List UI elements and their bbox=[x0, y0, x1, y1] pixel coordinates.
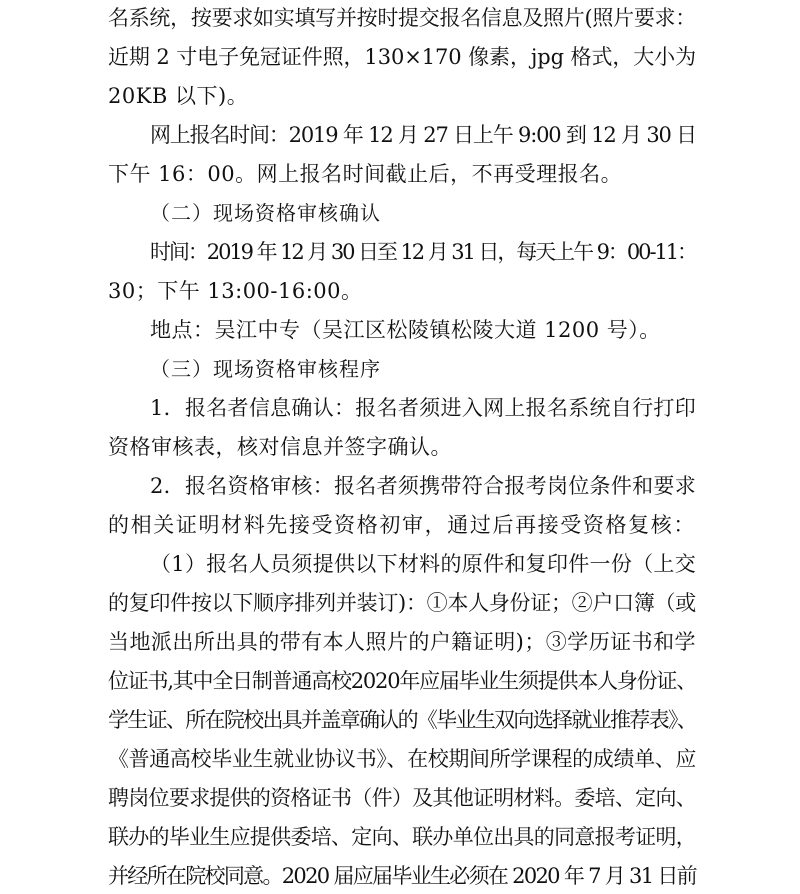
text-line bbox=[0, 0, 800, 36]
text-line-content: 2．报名资格审核：报名者须携带符合报考岗位条件和要求 bbox=[150, 474, 697, 498]
text-line-content: 资格审核表，核对信息并签字确认。 bbox=[108, 435, 452, 459]
text-line bbox=[0, 780, 800, 816]
text-line-content: 近期 2 寸电子免冠证件照，130×170 像素，jpg 格式，大小为 bbox=[108, 45, 696, 69]
text-line bbox=[0, 819, 800, 855]
text-line-content: 下午 16：00。网上报名时间截止后，不再受理报名。 bbox=[108, 162, 623, 186]
section-heading bbox=[0, 195, 800, 231]
text-line-content: 名系统，按要求如实填写并按时提交报名信息及照片(照片要求： bbox=[108, 6, 696, 30]
text-line-content: （1）报名人员须提供以下材料的原件和复印件一份（上交 bbox=[150, 552, 697, 576]
text-line-content: 20KB 以下)。 bbox=[108, 84, 249, 108]
section-heading bbox=[0, 351, 800, 387]
text-line bbox=[0, 312, 800, 348]
text-line-content: 的相关证明材料先接受资格初审，通过后再接受资格复核： bbox=[108, 513, 696, 537]
text-line bbox=[0, 663, 800, 699]
text-line-content: 时间：2019 年 12 月 30 日至 12 月 31 日，每天上午 9：00-11： bbox=[150, 240, 696, 264]
text-line-content: 联办的毕业生应提供委培、定向、联办单位出具的同意报考证明， bbox=[108, 825, 697, 849]
text-line bbox=[0, 585, 800, 621]
text-line-content: 的复印件按以下顺序排列并装订)：①本人身份证；②户口簿（或 bbox=[108, 591, 696, 615]
text-line-content: 并经所在院校同意。2020 届应届毕业生必须在 2020 年 7 月 31 日前 bbox=[108, 864, 696, 888]
text-line-content: 30；下午 13:00-16:00。 bbox=[108, 279, 363, 303]
section-heading-text: （三）现场资格审核程序 bbox=[150, 357, 381, 381]
text-line-content: 地点：吴江中专（吴江区松陵镇松陵大道 1200 号）。 bbox=[150, 318, 661, 342]
text-line bbox=[0, 429, 800, 465]
text-line bbox=[0, 78, 800, 114]
text-line-content: 1．报名者信息确认：报名者须进入网上报名系统自行打印 bbox=[150, 396, 697, 420]
text-line-content: 当地派出所出具的带有本人照片的户籍证明)；③学历证书和学 bbox=[108, 630, 696, 654]
text-line bbox=[0, 468, 800, 504]
text-line bbox=[0, 741, 800, 777]
text-line-content: 聘岗位要求提供的资格证书（件）及其他证明材料。委培、定向、 bbox=[108, 786, 697, 810]
text-line bbox=[0, 546, 800, 582]
text-line-content: 网上报名时间：2019 年 12 月 27 日上午 9:00 到 12 月 30 日 bbox=[150, 123, 696, 147]
text-line bbox=[0, 390, 800, 426]
text-line bbox=[0, 624, 800, 660]
text-line bbox=[0, 39, 800, 75]
text-line bbox=[0, 858, 800, 894]
text-line-content: 位证书,其中全日制普通高校2020年应届毕业生须提供本人身份证、 bbox=[108, 669, 696, 693]
text-line bbox=[0, 702, 800, 738]
text-line bbox=[0, 117, 800, 153]
text-line bbox=[0, 507, 800, 543]
text-line bbox=[0, 273, 800, 309]
text-line-content: 《普通高校毕业生就业协议书》、在校期间所学课程的成绩单、应 bbox=[108, 747, 696, 771]
text-line-content: 学生证、所在院校出具并盖章确认的《毕业生双向选择就业推荐表》、 bbox=[108, 708, 696, 732]
text-line bbox=[0, 234, 800, 270]
section-heading-text: （二）现场资格审核确认 bbox=[150, 201, 381, 225]
text-line bbox=[0, 156, 800, 192]
